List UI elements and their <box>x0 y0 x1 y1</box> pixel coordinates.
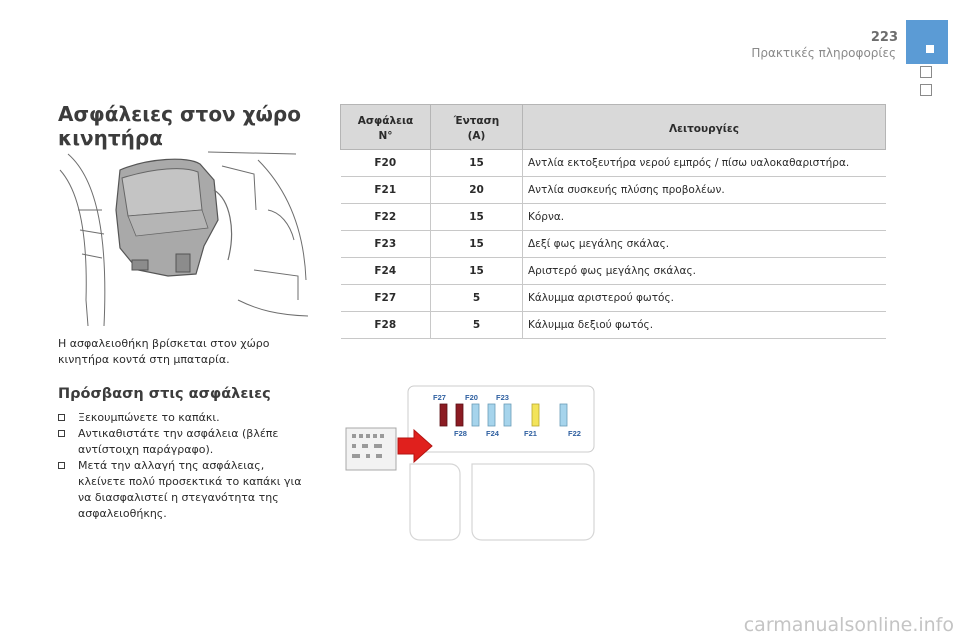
engine-compartment-illustration <box>58 150 308 326</box>
fuse-f22 <box>560 404 567 426</box>
checkbox-bullet-icon <box>58 462 65 469</box>
table-row: F28 5 Κάλυμμα δεξιού φωτός. <box>341 312 886 339</box>
main-title: Ασφάλειες στον χώρο κινητήρα <box>58 102 301 150</box>
fuse-label: F24 <box>486 429 499 438</box>
fuse-f27 <box>440 404 447 426</box>
chapter-tab-active[interactable] <box>906 20 948 64</box>
header-function: Λειτουργίες <box>523 105 886 150</box>
fusebox-diagram <box>338 384 628 542</box>
table-row: F22 15 Κόρνα. <box>341 204 886 231</box>
fuse-f20 <box>472 404 479 426</box>
fuse-f24 <box>488 404 495 426</box>
tab-marker-icon <box>926 45 934 53</box>
fuse-f28 <box>456 404 463 426</box>
fuse-label: F22 <box>568 429 581 438</box>
fuse-label: F21 <box>524 429 537 438</box>
chapter-tab[interactable] <box>920 66 932 78</box>
header-fuse-number: Ασφάλεια N° <box>341 105 431 150</box>
chapter-tab[interactable] <box>920 84 932 96</box>
intro-text: Η ασφαλειοθήκη βρίσκεται στον χώρο κινητήρα κοντά στη μπαταρία. <box>58 337 270 366</box>
step-item: Ξεκουμπώνετε το καπάκι. <box>58 410 308 426</box>
watermark: carmanualsonline.info <box>743 614 954 636</box>
fuse-table <box>340 104 886 339</box>
fuse-f21 <box>532 404 539 426</box>
table-row: F21 20 Αντλία συσκευής πλύσης προβολέων. <box>341 177 886 204</box>
table-row: F24 15 Αριστερό φως μεγάλης σκάλας. <box>341 258 886 285</box>
header-amperage: Ένταση (A) <box>431 105 523 150</box>
checkbox-bullet-icon <box>58 430 65 437</box>
access-steps-list <box>58 410 308 522</box>
checkbox-bullet-icon <box>58 414 65 421</box>
table-header-row <box>341 105 886 150</box>
table-row: F23 15 Δεξί φως μεγάλης σκάλας. <box>341 231 886 258</box>
step-item: Αντικαθιστάτε την ασφάλεια (βλέπε αντίστοιχη παράγραφο). <box>58 426 308 458</box>
fuse-label: F27 <box>433 393 446 402</box>
access-section-title: Πρόσβαση στις ασφάλειες <box>58 386 271 402</box>
table-row: F27 5 Κάλυμμα αριστερού φωτός. <box>341 285 886 312</box>
fuse-label: F20 <box>465 393 478 402</box>
fuse-label: F28 <box>454 429 467 438</box>
fuse-label: F23 <box>496 393 509 402</box>
page-number: 223 <box>870 30 898 45</box>
step-item: Μετά την αλλαγή της ασφάλειας, κλείνετε πολύ προσεκτικά το καπάκι για να διασφαλιστεί η στεγανότητα της ασφαλειοθήκης. <box>58 458 308 522</box>
section-header: Πρακτικές πληροφορίες <box>751 46 896 60</box>
table-row: F20 15 Αντλία εκτοξευτήρα νερού εμπρός / πίσω υαλοκαθαριστήρα. <box>341 150 886 177</box>
fuse-f23 <box>504 404 511 426</box>
